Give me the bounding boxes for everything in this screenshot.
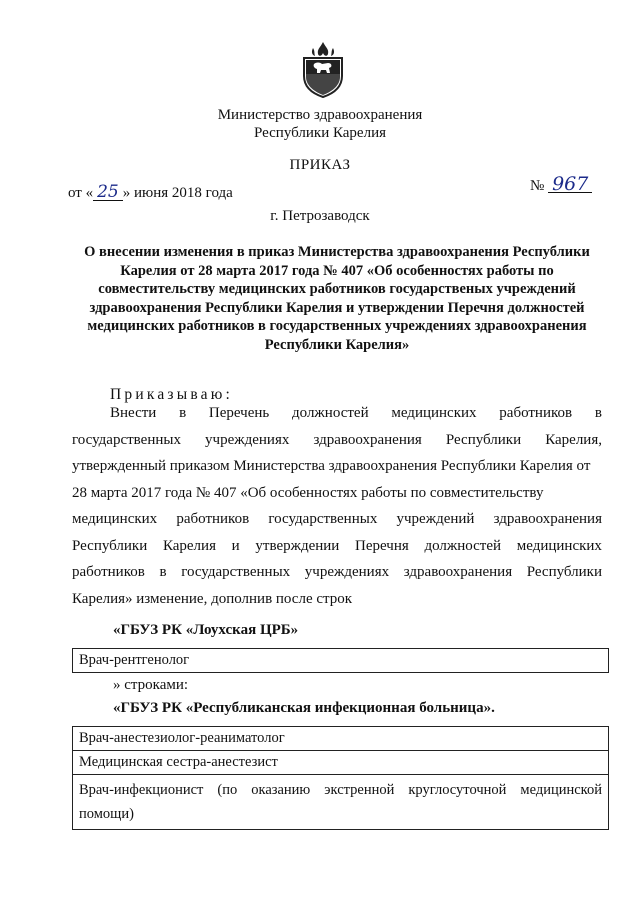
document-type: ПРИКАЗ <box>289 157 351 173</box>
paragraph-word: в <box>159 564 167 580</box>
paragraph-word: Внести <box>110 405 157 421</box>
karelia-coat-of-arms-icon <box>300 40 346 98</box>
paragraph-word: здравоохранения <box>493 511 602 527</box>
ministry-name-line2: Республики Карелия <box>253 125 387 141</box>
paragraph-line <box>72 591 602 608</box>
paragraph-word: утверждении <box>255 537 340 554</box>
date-suffix: » июня 2018 года <box>122 185 233 201</box>
paragraph-word: здравоохранения <box>403 564 513 580</box>
paragraph-word: учреждений <box>396 511 475 527</box>
order-number-handwritten: 967 <box>548 176 592 193</box>
paragraph-word: государственных <box>72 431 181 448</box>
paragraph-word: Республики <box>72 537 148 554</box>
paragraph-line <box>72 538 602 555</box>
order-date <box>68 184 233 202</box>
heading-line: Республики Карелия» <box>264 336 410 353</box>
institution-name: «ГБУЗ РК «Республиканская инфекционная больница». <box>113 700 495 716</box>
paragraph-word: Карелия, <box>545 431 602 448</box>
paragraph-word: должностей <box>424 537 502 554</box>
heading-line: совместительству медицинских работников государственых учреждений <box>98 281 576 297</box>
order-word: Приказываю: <box>110 386 234 403</box>
paragraph-line <box>72 458 602 475</box>
position-cell: Врач-анестезиолог-реаниматолог <box>73 727 609 751</box>
paragraph-word: должностей <box>292 405 369 421</box>
number-sign: № <box>530 178 545 194</box>
paragraph-word: Карелия <box>162 537 216 554</box>
paragraph-word: учреждениях <box>205 431 290 448</box>
positions-table-before <box>72 648 609 673</box>
paragraph-line <box>72 485 602 502</box>
paragraph-word: учреждениях <box>304 564 390 580</box>
paragraph-word: Республики <box>445 431 522 448</box>
order-heading <box>64 243 610 354</box>
paragraph-word: государственных <box>268 511 378 527</box>
date-day-handwritten: 25 <box>93 184 123 201</box>
institution-name: «ГБУЗ РК «Лоухская ЦРБ» <box>113 622 299 638</box>
ministry-name-line1: Министерство здравоохранения <box>217 107 423 123</box>
paragraph-line <box>72 511 602 528</box>
position-cell: Медицинская сестра-анестезист <box>73 751 609 775</box>
paragraph-word: в <box>179 405 187 421</box>
paragraph-word: медицинских <box>72 511 158 527</box>
paragraph-line <box>72 564 602 581</box>
position-cell: Врач-инфекционист (по оказанию экстренной круглосуточной медицинской помощи) <box>73 775 609 830</box>
heading-line: медицинских работников в государственных учреждениях здравоохранения <box>87 318 587 334</box>
order-number <box>530 173 592 195</box>
paragraph-word: Республики <box>526 564 602 580</box>
paragraph-word: государственных <box>181 564 291 580</box>
paragraph-word: работников <box>72 564 145 580</box>
with-rows-text: » строками: <box>113 677 189 693</box>
paragraph-word: в <box>594 405 602 421</box>
table-row <box>73 649 609 673</box>
paragraph-word: медицинских <box>516 537 602 554</box>
paragraph-word: 28 марта 2017 года № 407 «Об особенностях работы по совместительству <box>72 484 544 501</box>
paragraph-word: здравоохранения <box>313 431 422 448</box>
paragraph-word: Перечень <box>208 405 270 421</box>
paragraph-word: медицинских <box>391 405 477 421</box>
table-row <box>73 751 609 775</box>
paragraph-line <box>72 432 602 449</box>
heading-line: Карелия от 28 марта 2017 года № 407 «Об особенностях работы по <box>120 262 554 279</box>
position-cell: Врач-рентгенолог <box>73 649 609 673</box>
positions-table-added <box>72 726 609 830</box>
heading-line: О внесении изменения в приказ Министерства здравоохранения Республики <box>84 244 590 260</box>
table-row <box>73 775 609 830</box>
paragraph-word: Перечня <box>355 537 409 554</box>
heading-line: здравоохранения Республики Карелия и утверждении Перечня должностей <box>89 299 585 316</box>
paragraph-word: работников <box>176 511 250 527</box>
city: г. Петрозаводск <box>270 208 370 224</box>
date-prefix: от « <box>68 185 94 201</box>
paragraph-word: и <box>231 537 240 554</box>
table-row <box>73 727 609 751</box>
paragraph-word: работников <box>499 405 573 421</box>
paragraph-line <box>110 405 602 422</box>
paragraph-word: утвержденный приказом Министерства здравоохранения Республики Карелия от <box>72 458 591 474</box>
paragraph-word: Карелия» изменение, дополнив после строк <box>72 590 353 607</box>
